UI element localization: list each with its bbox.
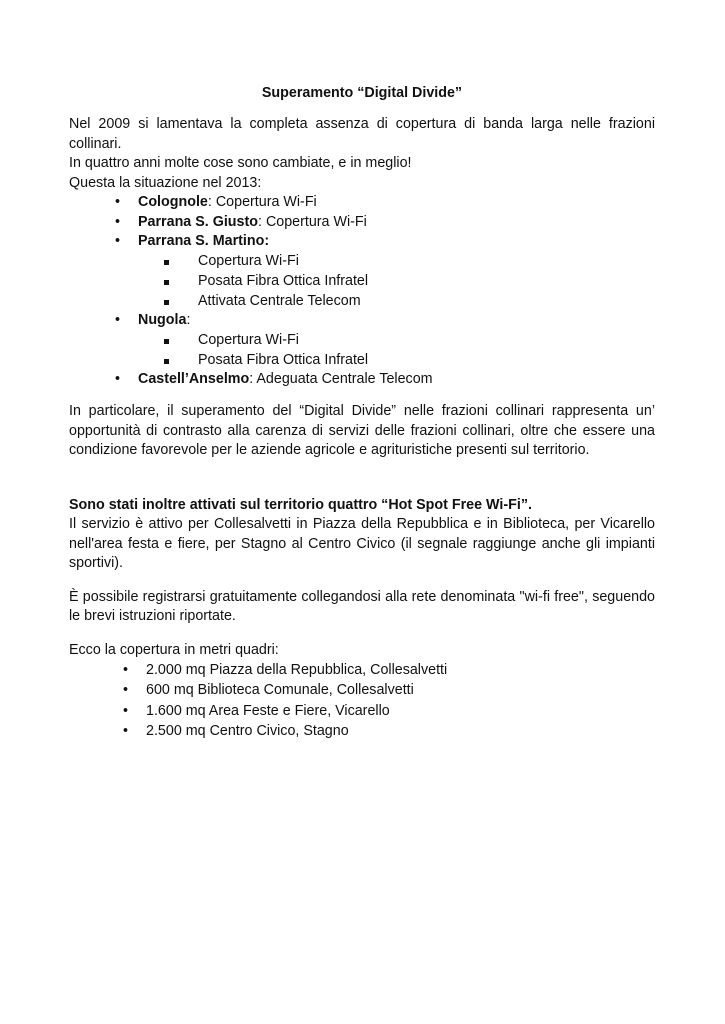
location-status: Copertura Wi-Fi xyxy=(265,213,367,230)
bullet-icon: • xyxy=(123,682,129,699)
intro-block xyxy=(69,115,655,193)
coverage-intro: Ecco la copertura in metri quadri: xyxy=(69,641,279,658)
bullet-icon: • xyxy=(115,312,121,329)
sub-list xyxy=(138,252,655,311)
location-name: Parrana S. Martino: xyxy=(138,233,270,250)
list-item xyxy=(69,311,655,370)
bullet-icon: • xyxy=(115,233,121,250)
list-item: • 2.500 mq Centro Civico, Stagno xyxy=(69,721,655,741)
square-bullet-icon xyxy=(164,339,169,344)
bullet-icon: • xyxy=(123,662,129,679)
sub-list-item: Copertura Wi-Fi xyxy=(69,252,655,272)
intro-paragraph: In quattro anni molte cose sono cambiate, e in meglio! xyxy=(69,155,412,171)
document-title: Superamento “Digital Divide” xyxy=(261,85,463,101)
hotspot-paragraph: Il servizio è attivo per Collesalvetti in Piazza della Repubblica e in Biblioteca, per Vicarello nell'area festa e fiere, per Stagno al Centro Civico (il segnale raggiunge anche gli impianti sportivi). xyxy=(69,516,655,572)
list-item: • 2.000 mq Piazza della Repubblica, Collesalvetti xyxy=(69,660,655,680)
list-item xyxy=(69,232,655,311)
document-page xyxy=(69,84,655,741)
list-item: • 1.600 mq Area Feste e Fiere, Vicarello xyxy=(69,701,655,721)
list-item: • 600 mq Biblioteca Comunale, Collesalvetti xyxy=(69,680,655,700)
bullet-icon: • xyxy=(115,371,121,388)
intro-paragraph: Questa la situazione nel 2013: xyxy=(69,174,262,191)
location-name: Nugola xyxy=(138,312,187,329)
square-bullet-icon xyxy=(164,260,169,265)
bullet-icon: • xyxy=(123,722,129,739)
sub-list xyxy=(138,331,655,370)
intro-paragraph: Nel 2009 si lamentava la completa assenza di copertura di banda larga nelle frazioni collinari. xyxy=(69,116,655,152)
sub-list-item: Copertura Wi-Fi xyxy=(69,331,655,351)
location-name: Colognole xyxy=(138,194,208,210)
registration-paragraph: È possibile registrarsi gratuitamente collegandosi alla rete denominata "wi-fi free", seguendo le brevi istruzioni riportate. xyxy=(69,588,655,625)
separator: : xyxy=(249,371,257,388)
square-bullet-icon xyxy=(164,300,169,305)
situation-list xyxy=(69,193,655,390)
sub-list-item: Attivata Centrale Telecom xyxy=(69,292,655,312)
bullet-icon: • xyxy=(115,194,121,210)
square-bullet-icon xyxy=(164,280,169,285)
location-status: Copertura Wi-Fi xyxy=(215,194,317,210)
separator: : xyxy=(257,213,266,230)
bullet-icon: • xyxy=(123,702,129,719)
coverage-list xyxy=(69,660,655,741)
bullet-icon: • xyxy=(115,213,121,230)
list-item xyxy=(69,213,655,233)
location-status: Adeguata Centrale Telecom xyxy=(256,371,433,388)
sub-list-item: Posata Fibra Ottica Infratel xyxy=(69,272,655,292)
separator: : xyxy=(186,312,191,329)
location-name: Castell’Anselmo xyxy=(138,371,250,388)
list-item xyxy=(69,193,655,213)
location-name: Parrana S. Giusto xyxy=(138,213,258,230)
sub-list-item: Posata Fibra Ottica Infratel xyxy=(69,351,655,371)
separator: : xyxy=(207,194,216,210)
list-item xyxy=(69,370,655,390)
digital-divide-paragraph: In particolare, il superamento del “Digital Divide” nelle frazioni collinari rappresenta un’ opportunità di contrasto alla carenza di servizi delle frazioni collinari, oltre che essere una condizione favorevole per le aziende agricole e agrituristiche presenti sul territorio. xyxy=(69,403,655,459)
hotspot-heading: Sono stati inoltre attivati sul territorio quattro “Hot Spot Free Wi-Fi”. xyxy=(69,496,532,513)
square-bullet-icon xyxy=(164,359,169,364)
